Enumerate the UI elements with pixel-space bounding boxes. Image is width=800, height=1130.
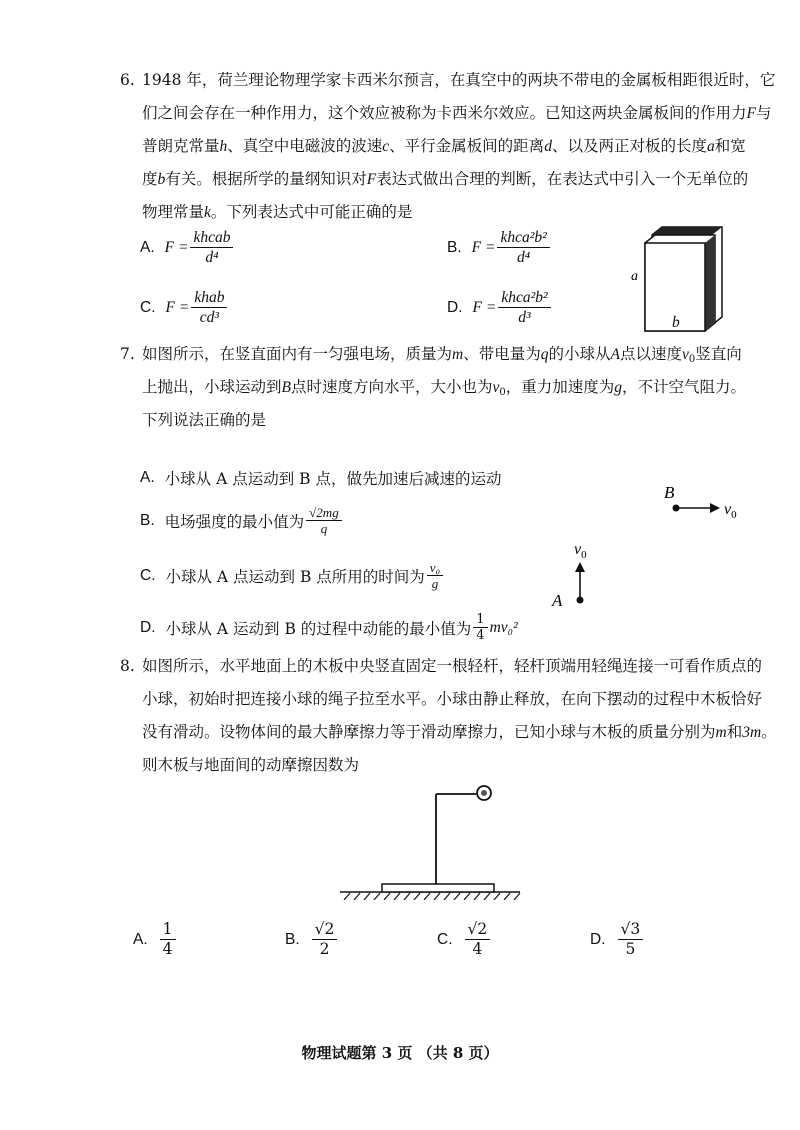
point-b-label: B	[664, 483, 675, 502]
point-a-label: A	[552, 591, 563, 610]
q6-line-1: 1948 年，荷兰理论物理学家卡西米尔预言，在真空中的两块不带电的金属板相距很近时，它	[142, 71, 776, 89]
q8-line-2: 小球，初始时把连接小球的绳子拉至水平。小球由静止释放，在向下摆动的过程中木板恰好	[142, 690, 763, 708]
label-b: b	[672, 314, 680, 331]
q7-line-2: 上抛出，小球运动到B点时速度方向水平，大小也为$v_0$，重力加速度为g，不计空气阻力。	[142, 378, 747, 398]
q6-line-4: 度b有关。根据所学的量纲知识对F表达式做出合理的判断，在表达式中引入一个无单位的	[142, 170, 749, 188]
q8-option-c[interactable]: C. $\frac{√2}{4}$	[437, 920, 492, 959]
wooden-board	[382, 884, 494, 892]
q6-option-a[interactable]: A. F = $\frac{\text{khcab}}{\text{d⁴}}$	[140, 228, 235, 267]
q7-option-b[interactable]: B. 电场强度的最小值为 $\frac{√2mg}{q}$	[140, 505, 344, 536]
vb-label: $v_0$	[724, 501, 737, 521]
q8-line-1: 如图所示，水平地面上的木板中央竖直固定一根轻杆，轻杆顶端用轻绳连接一可看作质点的	[142, 657, 763, 675]
q7-option-d[interactable]: D. 小球从 A 运动到 B 的过程中动能的最小值为 $\frac{1}{4}$ mv₀²	[140, 612, 518, 643]
q7-line-3: 下列说法正确的是	[142, 411, 267, 429]
q6-line-5: 物理常量k。下列表达式中可能正确的是	[142, 203, 413, 221]
q7-option-a[interactable]: A. 小球从 A 点运动到 B 点，做先加速后减速的运动	[140, 469, 502, 488]
velocity-a-arrowhead	[575, 562, 585, 572]
q7-figure	[540, 478, 770, 613]
va-label: $v_0$	[574, 541, 587, 561]
back-plate-edge	[652, 227, 722, 235]
q8-option-a[interactable]: A. $\frac{1}{4}$	[133, 920, 178, 959]
q6-line-3: 普朗克常量h、真空中电磁波的波速c、平行金属板间的距离d、以及两正对板的长度a和宽	[142, 137, 746, 155]
page-footer: 物理试题第 3 页 （共 8 页）	[301, 1044, 499, 1062]
label-a: a	[631, 269, 638, 284]
q6-option-c[interactable]: C. F = $\frac{\text{khab}}{\text{cd³}}$	[140, 288, 229, 327]
velocity-b-arrowhead	[710, 503, 720, 513]
q6-line-2: 们之间会存在一种作用力，这个效应被称为卡西米尔效应。已知这两块金属板间的作用力F与	[142, 104, 772, 122]
q8-figure	[330, 780, 530, 900]
q6-option-d[interactable]: D. F = $\frac{\text{khca²b²}}{\text{d³}}$	[447, 288, 553, 327]
q8-number: 8.	[120, 657, 135, 675]
q8-option-b[interactable]: B. $\frac{√2}{2}$	[285, 920, 339, 959]
q7-number: 7.	[120, 345, 135, 363]
q7-line-1: 如图所示，在竖直面内有一匀强电场，质量为m、带电量为q的小球从A点以速度$v_0$竖直向	[142, 345, 742, 365]
q7-option-c[interactable]: C. 小球从 A 点运动到 B 点所用的时间为 $\frac{\text{v₀}}{g}$	[140, 560, 445, 591]
q6-number: 6.	[120, 71, 135, 89]
q8-option-d[interactable]: D. $\frac{√3}{5}$	[590, 920, 645, 959]
front-plate-edge	[705, 235, 715, 331]
ground-hatching	[344, 893, 520, 900]
ball-shade	[481, 790, 487, 796]
q6-option-b[interactable]: B. F = $\frac{\text{khca²b²}}{\text{d⁴}}$	[447, 228, 552, 267]
q8-line-3: 没有滑动。设物体间的最大静摩擦力等于滑动摩擦力，已知小球与木板的质量分别为m和3m。	[142, 723, 777, 741]
q8-line-4: 则木板与地面间的动摩擦因数为	[142, 756, 360, 774]
